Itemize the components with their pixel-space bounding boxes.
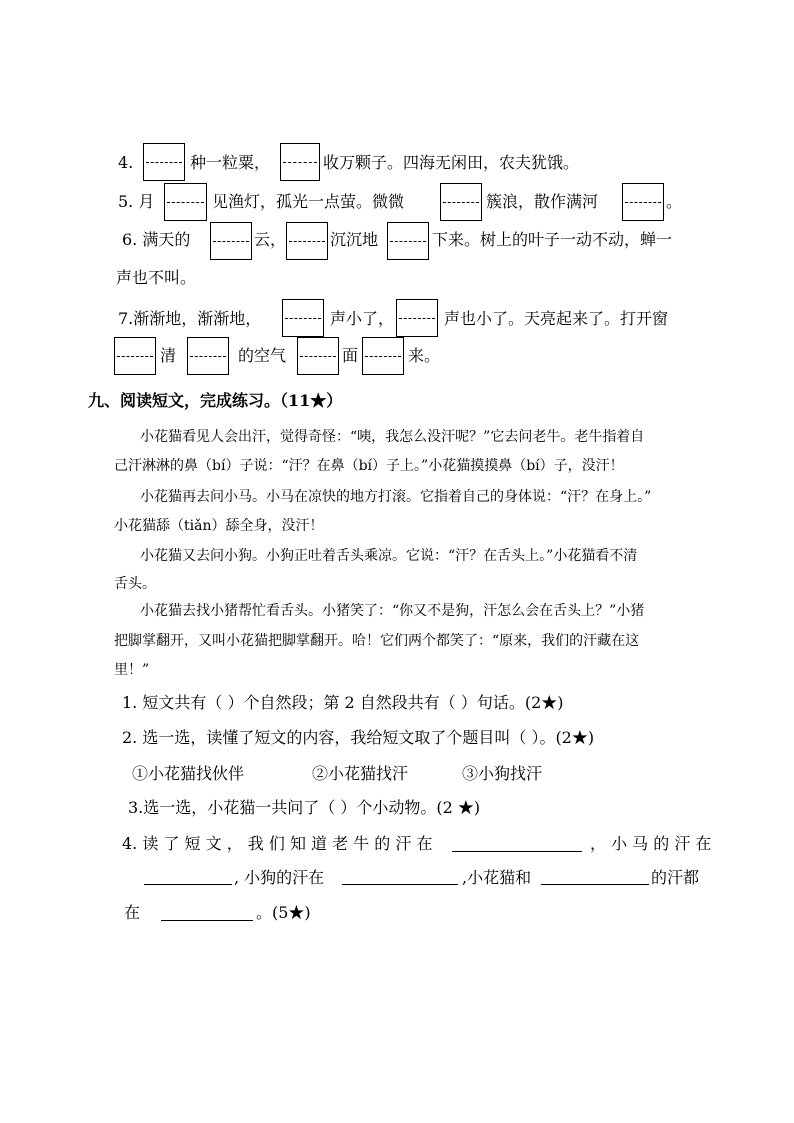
passage-line: 小花猫去找小猪帮忙看舌头。小猪笑了：“你又不是狗，汗怎么会在舌头上？”小猪 [140, 603, 645, 619]
q6-text-5: 声也不叫。 [116, 268, 197, 287]
option-3[interactable]: ③小狗找汗 [462, 764, 543, 783]
q5-text-2: 见渔灯，孤光一点萤。微微 [212, 192, 405, 211]
passage-line: 小花猫舔（tiǎn）舔全身，没汗！ [114, 518, 324, 534]
answer-blank[interactable] [541, 884, 649, 885]
q7-text-3: 声也小了。天亮起来了。打开窗 [444, 309, 669, 328]
q6-text-3: 沉沉地 [330, 230, 379, 249]
option-2[interactable]: ②小花猫找汗 [312, 764, 409, 783]
q6-text-2: 云， [254, 230, 287, 249]
tianzige-box[interactable] [143, 143, 185, 181]
tianzige-box[interactable] [164, 183, 207, 221]
question-2: 2. 选一选，读懂了短文的内容，我给短文取了个题目叫（ ）。(2★) [122, 728, 595, 747]
question-4-text-1: 4. 读 了 短 文 ， 我 们 知 道 老 牛 的 汗 在 [122, 834, 433, 853]
q7-text-6: 面 [342, 346, 359, 365]
question-4-text-2: ， 小 马 的 汗 在 [590, 834, 712, 853]
tianzige-box[interactable] [622, 183, 664, 221]
question-4-text-3: , 小狗的汗在 [234, 868, 325, 887]
passage-line: 舌头。 [114, 576, 156, 592]
q6-text-1: 6. 满天的 [122, 230, 191, 249]
q6-text-4: 下来。树上的叶子一动不动，蝉一 [432, 230, 673, 249]
tianzige-box[interactable] [210, 222, 252, 260]
q5-text-1: 5. 月 [118, 192, 155, 211]
question-4-text-7: 。(5★) [256, 903, 311, 922]
q4-number-text: 4. [118, 153, 134, 172]
tianzige-box[interactable] [280, 143, 320, 181]
passage-line: 把脚掌翻开，又叫小花猫把脚掌翻开。哈！它们两个都笑了：“原来，我们的汗藏在这 [114, 633, 640, 649]
q7-text-4: 清 [160, 346, 177, 365]
tianzige-box[interactable] [282, 299, 324, 337]
tianzige-box[interactable] [297, 337, 339, 375]
passage-line: 小花猫再去问小马。小马在凉快的地方打滚。它指着自己的身体说：“汗？在身上。” [140, 489, 652, 505]
tianzige-box[interactable] [387, 222, 429, 260]
q7-text-5: 的空气 [238, 346, 287, 365]
answer-blank[interactable] [342, 884, 458, 885]
question-1: 1. 短文共有（ ）个自然段；第 2 自然段共有（ ）句话。(2★) [122, 693, 564, 712]
section-title: 九、阅读短文，完成练习。（11★） [88, 391, 343, 410]
q5-text-3: 簇浪，散作满河 [486, 192, 599, 211]
answer-blank[interactable] [144, 884, 232, 885]
answer-blank[interactable] [161, 920, 253, 921]
answer-blank[interactable] [452, 851, 582, 852]
question-4-text-6: 在 [124, 903, 141, 922]
tianzige-box[interactable] [396, 299, 438, 337]
passage-line: 里！” [114, 662, 150, 678]
q7-text-7: 来。 [408, 346, 441, 365]
tianzige-box[interactable] [362, 337, 404, 375]
question-4-text-4: ,小花猫和 [462, 868, 532, 887]
option-1[interactable]: ①小花猫找伙伴 [132, 764, 245, 783]
passage-line: 小花猫又去问小狗。小狗正吐着舌头乘凉。它说：“汗？在舌头上。”小花猫看不清 [140, 548, 638, 564]
question-3: 3.选一选，小花猫一共问了（ ）个小动物。(2 ★) [128, 798, 481, 817]
q7-text-1: 7.渐渐地，渐渐地， [118, 309, 262, 328]
tianzige-box[interactable] [187, 337, 229, 375]
tianzige-box[interactable] [114, 337, 156, 375]
tianzige-box[interactable] [286, 222, 328, 260]
q4-text-2: 收万颗子。四海无闲田，农夫犹饿。 [323, 153, 580, 172]
question-4-text-5: 的汗都 [651, 868, 700, 887]
q4-text-1: 种一粒粟， [190, 153, 271, 172]
q5-text-4: 。 [666, 192, 683, 211]
passage-line: 己汗淋淋的鼻（bí）子说：“汗？在鼻（bí）子上。”小花猫摸摸鼻（bí）子，没汗！ [114, 458, 624, 474]
q7-text-2: 声小了， [330, 309, 395, 328]
passage-line: 小花猫看见人会出汗，觉得奇怪：“咦，我怎么没汗呢？”它去问老牛。老牛指着自 [140, 429, 645, 445]
tianzige-box[interactable] [440, 183, 482, 221]
